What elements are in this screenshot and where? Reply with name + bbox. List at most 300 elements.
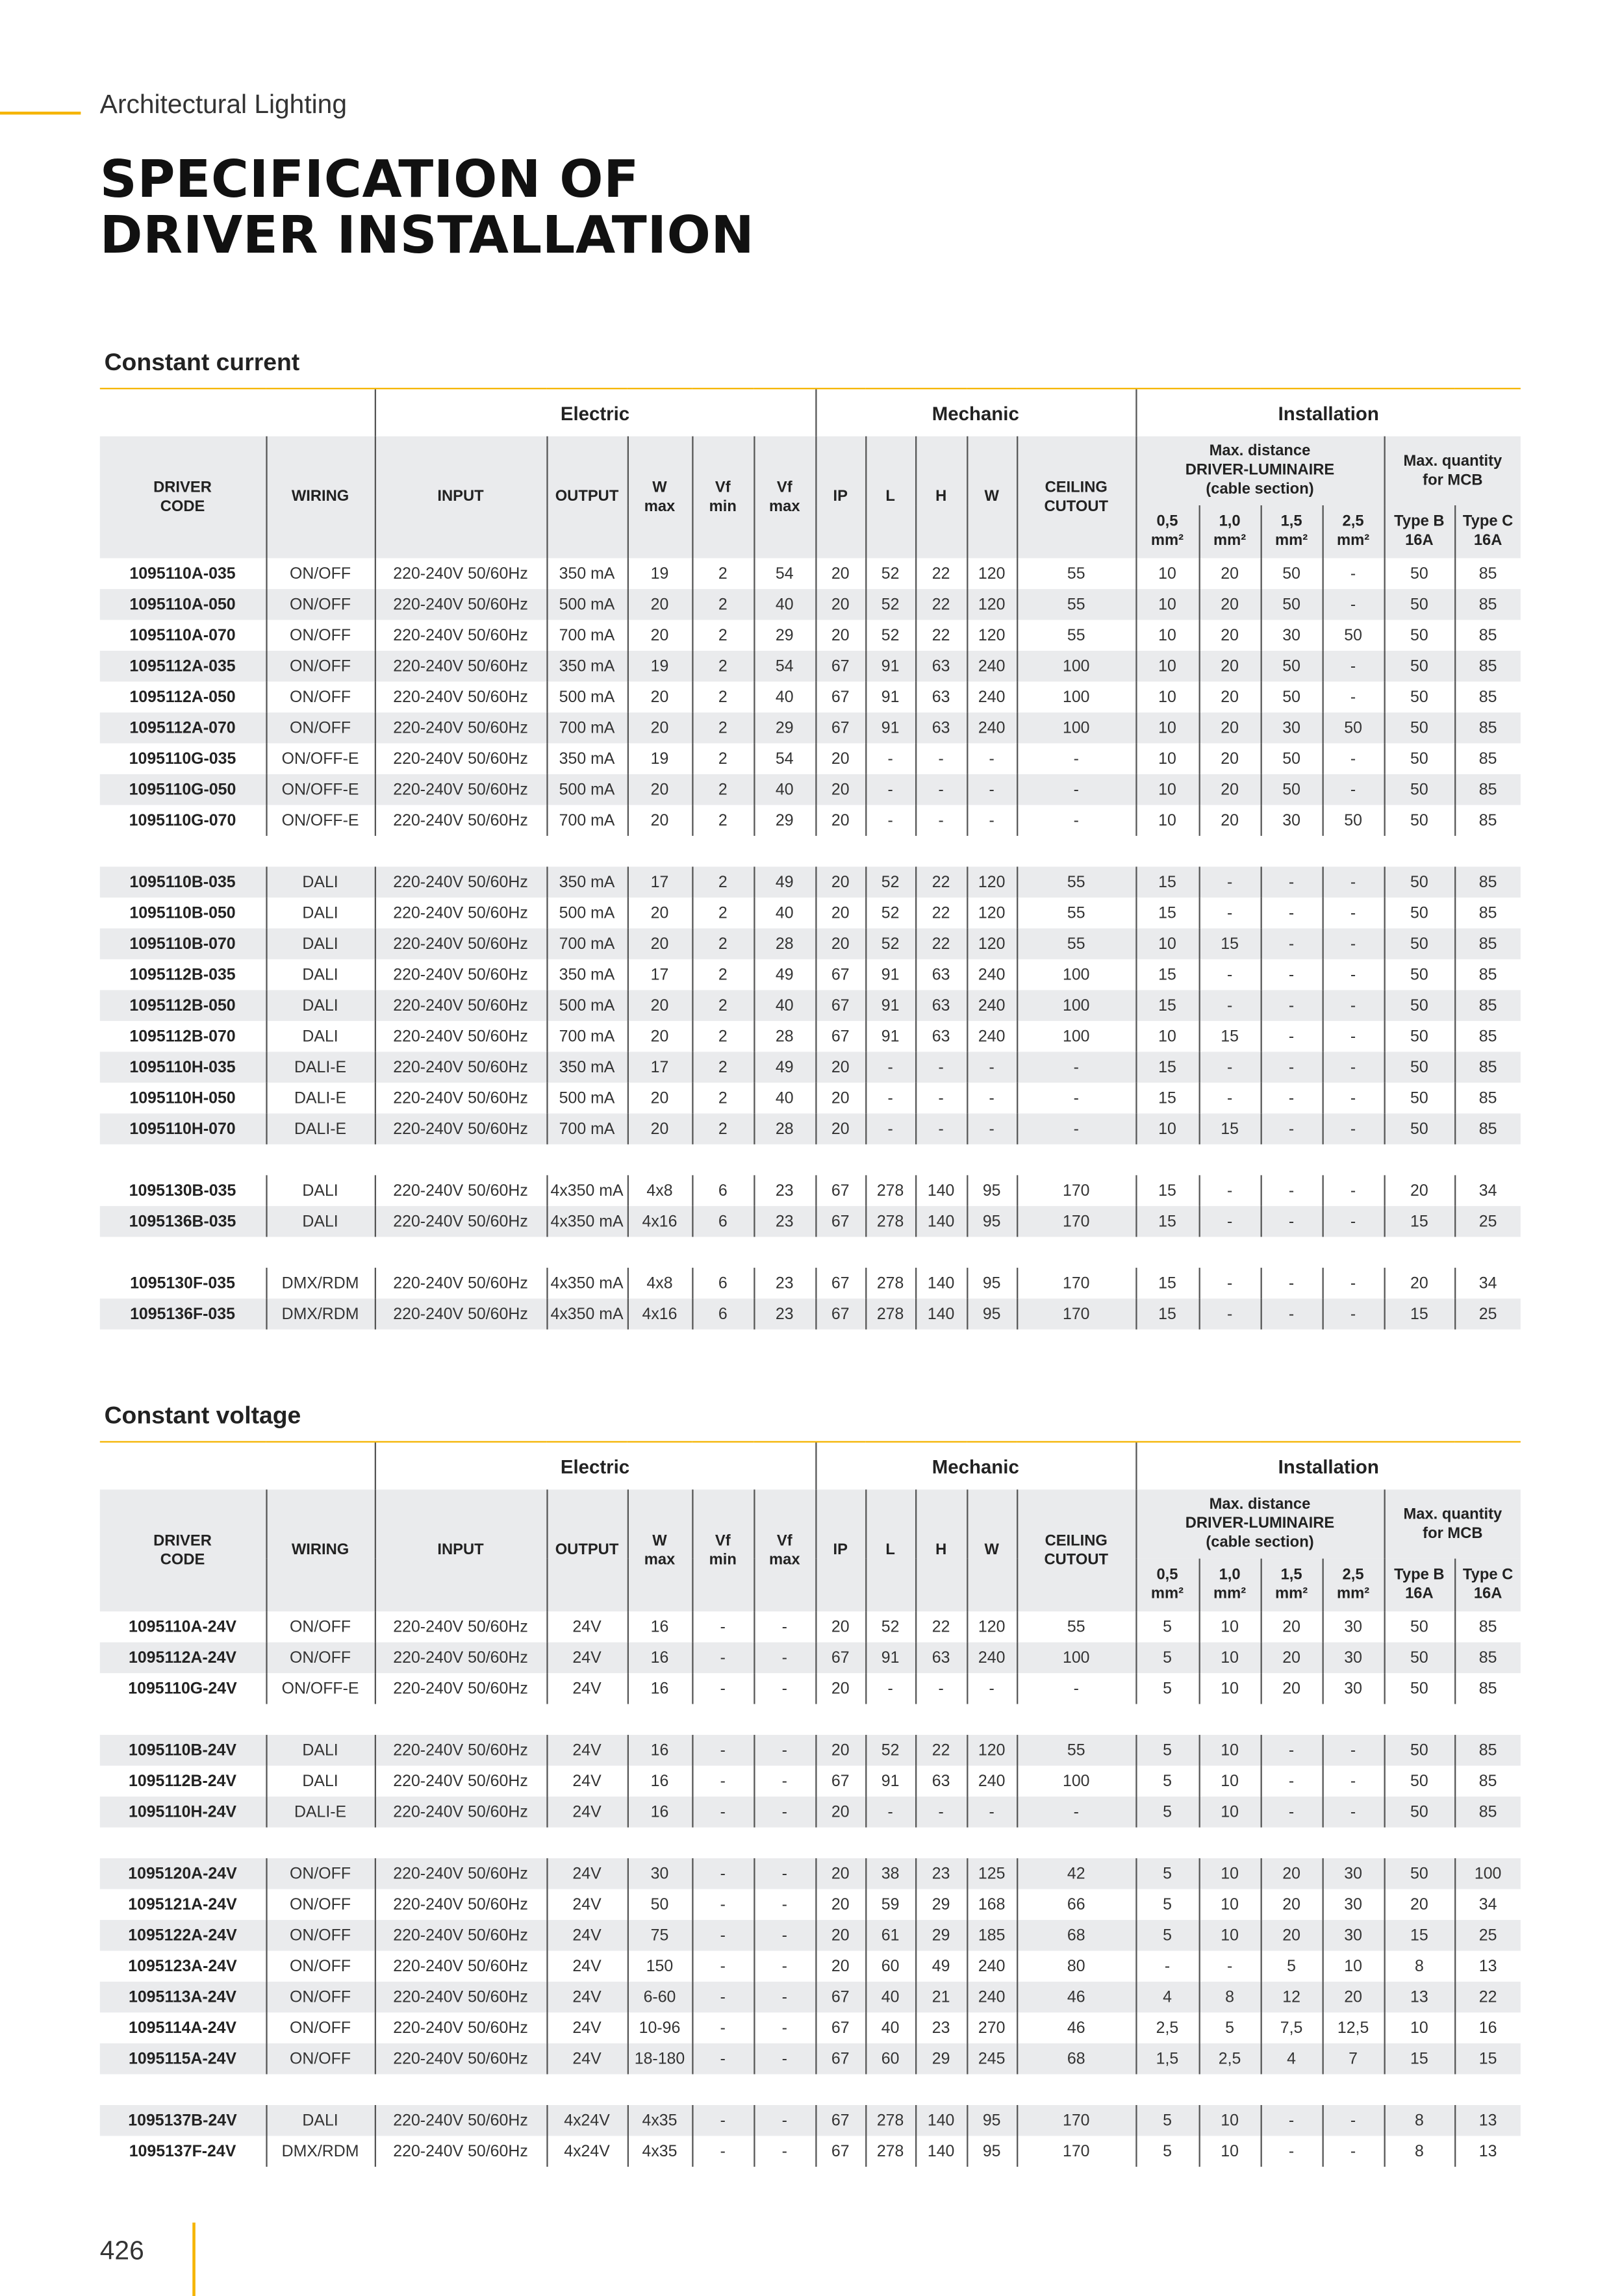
table-row	[100, 1797, 1521, 1827]
table-row	[100, 558, 1521, 588]
cell-ip: 67	[815, 990, 865, 1020]
header-ip: IP	[815, 436, 865, 559]
cell-vf-max: -	[754, 1858, 815, 1889]
header-max-quantity: Max. quantity for MCB	[1384, 1489, 1521, 1558]
cell-dist-0-5: 10	[1135, 743, 1198, 774]
cell-vf-min: -	[692, 1858, 754, 1889]
cell-h: 63	[915, 990, 967, 1020]
cell-w: 95	[967, 2136, 1017, 2167]
cell-input: 220-240V 50/60Hz	[375, 1206, 547, 1237]
cell-l: -	[865, 805, 915, 835]
cell-vf-max: -	[754, 2105, 815, 2136]
cell-input: 220-240V 50/60Hz	[375, 774, 547, 805]
cell-vf-max: -	[754, 1951, 815, 1982]
cell-w-max: 16	[627, 1643, 692, 1673]
cell-w-max: 30	[627, 1858, 692, 1889]
cell-type-c: 85	[1454, 1113, 1521, 1144]
cell-input: 220-240V 50/60Hz	[375, 2043, 547, 2074]
cell-input: 220-240V 50/60Hz	[375, 1797, 547, 1827]
cell-type-c: 85	[1454, 1611, 1521, 1642]
cell-type-b: 50	[1384, 1858, 1455, 1889]
header-l: L	[865, 436, 915, 559]
cell-dist-1-5: -	[1261, 928, 1323, 959]
cell-input: 220-240V 50/60Hz	[375, 1735, 547, 1765]
cell-w-max: 4x8	[627, 1175, 692, 1205]
table-row	[100, 1268, 1521, 1298]
cell-ceiling-cutout: 55	[1017, 1735, 1135, 1765]
cell-ceiling-cutout: 170	[1017, 1206, 1135, 1237]
cell-dist-0-5: 5	[1135, 1858, 1198, 1889]
cell-w: 120	[967, 866, 1017, 897]
spacer-cell	[100, 2075, 1521, 2105]
cell-vf-min: 6	[692, 1206, 754, 1237]
cell-h: 63	[915, 959, 967, 990]
cell-ip: 67	[815, 713, 865, 743]
header-output: OUTPUT	[546, 1489, 627, 1611]
cell-input: 220-240V 50/60Hz	[375, 1021, 547, 1052]
cell-type-c: 85	[1454, 1052, 1521, 1082]
cell-dist-1-5: 20	[1261, 1673, 1323, 1704]
cell-type-b: 50	[1384, 713, 1455, 743]
cell-dist-0-5: 15	[1135, 959, 1198, 990]
cell-driver-code: 1095110A-24V	[129, 1618, 237, 1636]
cell-dist-2-5: -	[1323, 651, 1384, 681]
cell-l: 91	[865, 1643, 915, 1673]
cell-driver-code: 1095112B-070	[129, 1028, 236, 1046]
cell-dist-1-0: 2,5	[1199, 2043, 1261, 2074]
cell-vf-min: -	[692, 1673, 754, 1704]
cell-h: 63	[915, 681, 967, 712]
cell-wiring: ON/OFF-E	[266, 1673, 374, 1704]
cell-dist-0-5: 5	[1135, 1673, 1198, 1704]
cell-w: -	[967, 805, 1017, 835]
cell-type-c: 85	[1454, 1766, 1521, 1797]
header-w-max: W max	[627, 436, 692, 559]
spacer-cell	[100, 1704, 1521, 1735]
cell-input: 220-240V 50/60Hz	[375, 1889, 547, 1920]
cell-type-b: 50	[1384, 990, 1455, 1020]
cell-wiring: DALI-E	[266, 1113, 374, 1144]
cell-wiring: DALI	[266, 959, 374, 990]
cell-vf-max: 40	[754, 898, 815, 928]
cell-output: 24V	[546, 1982, 627, 2012]
cell-vf-max: 49	[754, 1052, 815, 1082]
cell-l: 52	[865, 1611, 915, 1642]
cell-ip: 20	[815, 898, 865, 928]
cell-w: -	[967, 1083, 1017, 1113]
cell-w-max: 20	[627, 990, 692, 1020]
cell-ceiling-cutout: 170	[1017, 1175, 1135, 1205]
cell-driver-code: 1095112B-24V	[129, 1772, 237, 1790]
cell-output: 700 mA	[546, 805, 627, 835]
cell-ip: 67	[815, 1982, 865, 2012]
cell-type-b: 50	[1384, 805, 1455, 835]
cell-dist-1-5: 30	[1261, 713, 1323, 743]
cell-dist-2-5: -	[1323, 1113, 1384, 1144]
cell-wiring: ON/OFF	[266, 681, 374, 712]
cell-w-max: 10-96	[627, 2013, 692, 2043]
cell-w-max: 19	[627, 651, 692, 681]
group-installation: Installation	[1135, 1442, 1521, 1490]
cell-dist-0-5: 10	[1135, 1021, 1198, 1052]
table-row	[100, 774, 1521, 805]
cell-vf-min: 2	[692, 713, 754, 743]
cell-input: 220-240V 50/60Hz	[375, 743, 547, 774]
cell-w-max: 16	[627, 1797, 692, 1827]
cell-h: 140	[915, 1175, 967, 1205]
cell-type-c: 13	[1454, 2136, 1521, 2167]
cell-ceiling-cutout: 170	[1017, 2105, 1135, 2136]
section-title-constant-current: Constant current	[104, 349, 300, 376]
cell-dist-1-0: 20	[1199, 589, 1261, 620]
cell-h: 63	[915, 1643, 967, 1673]
cell-w-max: 6-60	[627, 1982, 692, 2012]
cell-w-max: 20	[627, 928, 692, 959]
cell-type-b: 50	[1384, 558, 1455, 588]
cell-w: -	[967, 1797, 1017, 1827]
cell-l: 40	[865, 2013, 915, 2043]
cell-type-c: 22	[1454, 1982, 1521, 2012]
cell-input: 220-240V 50/60Hz	[375, 1920, 547, 1950]
cell-h: 63	[915, 713, 967, 743]
cell-type-c: 85	[1454, 589, 1521, 620]
cell-wiring: DALI	[266, 1766, 374, 1797]
cell-dist-1-5: -	[1261, 2105, 1323, 2136]
cell-wiring: DALI	[266, 928, 374, 959]
cell-w-max: 17	[627, 959, 692, 990]
cell-vf-min: 2	[692, 1052, 754, 1082]
cell-ip: 67	[815, 2105, 865, 2136]
cell-h: -	[915, 1083, 967, 1113]
cell-vf-min: -	[692, 1643, 754, 1673]
cell-h: 22	[915, 1735, 967, 1765]
cell-vf-max: -	[754, 2043, 815, 2074]
cell-type-c: 85	[1454, 866, 1521, 897]
cell-type-c: 34	[1454, 1268, 1521, 1298]
table-row	[100, 1735, 1521, 1765]
cell-wiring: DALI	[266, 990, 374, 1020]
cell-dist-1-5: 30	[1261, 620, 1323, 650]
table-row	[100, 1298, 1521, 1329]
cell-dist-0-5: 15	[1135, 1083, 1198, 1113]
cell-vf-min: -	[692, 2136, 754, 2167]
cell-w-max: 4x8	[627, 1268, 692, 1298]
cell-w: 95	[967, 1206, 1017, 1237]
cell-dist-1-0: 10	[1199, 1766, 1261, 1797]
cell-vf-max: 28	[754, 928, 815, 959]
table-row	[100, 743, 1521, 774]
cell-wiring: ON/OFF	[266, 1920, 374, 1950]
cell-ceiling-cutout: -	[1017, 743, 1135, 774]
cell-w: 240	[967, 990, 1017, 1020]
cell-type-b: 50	[1384, 1797, 1455, 1827]
header-h: H	[915, 1489, 967, 1611]
cell-ceiling-cutout: 100	[1017, 1643, 1135, 1673]
cell-dist-1-0: 20	[1199, 681, 1261, 712]
cell-ceiling-cutout: 55	[1017, 898, 1135, 928]
cell-vf-min: 6	[692, 1175, 754, 1205]
table-row	[100, 589, 1521, 620]
cell-type-b: 50	[1384, 1113, 1455, 1144]
cell-wiring: DALI-E	[266, 1797, 374, 1827]
cell-output: 24V	[546, 1858, 627, 1889]
cell-input: 220-240V 50/60Hz	[375, 1951, 547, 1982]
cell-dist-2-5: 30	[1323, 1673, 1384, 1704]
cell-vf-min: 2	[692, 589, 754, 620]
cell-dist-2-5: -	[1323, 1268, 1384, 1298]
cell-ceiling-cutout: -	[1017, 1673, 1135, 1704]
cell-vf-min: 2	[692, 805, 754, 835]
cell-dist-2-5: -	[1323, 1797, 1384, 1827]
cell-l: -	[865, 1083, 915, 1113]
cell-w: 240	[967, 713, 1017, 743]
cell-type-b: 20	[1384, 1175, 1455, 1205]
cell-wiring: ON/OFF	[266, 558, 374, 588]
cell-dist-1-0: 10	[1199, 2136, 1261, 2167]
cell-wiring: ON/OFF-E	[266, 805, 374, 835]
table-row	[100, 1083, 1521, 1113]
cell-type-b: 50	[1384, 1766, 1455, 1797]
cell-wiring: DALI-E	[266, 1052, 374, 1082]
cell-dist-0-5: 10	[1135, 681, 1198, 712]
cell-input: 220-240V 50/60Hz	[375, 898, 547, 928]
cell-w: 120	[967, 928, 1017, 959]
cell-driver-code: 1095110B-070	[100, 928, 266, 959]
cell-output: 4x350 mA	[546, 1206, 627, 1237]
cell-vf-min: -	[692, 1951, 754, 1982]
cell-ceiling-cutout: -	[1017, 1083, 1135, 1113]
cell-dist-1-0: 15	[1199, 928, 1261, 959]
header-ceiling-cutout: CEILING CUTOUT	[1017, 436, 1135, 559]
cell-output: 350 mA	[546, 866, 627, 897]
cell-output: 350 mA	[546, 743, 627, 774]
cell-type-b: 20	[1384, 1268, 1455, 1298]
cell-l: 60	[865, 1951, 915, 1982]
cell-dist-1-5: 20	[1261, 1858, 1323, 1889]
cell-ceiling-cutout: 170	[1017, 1298, 1135, 1329]
cell-ip: 20	[815, 774, 865, 805]
cell-vf-max: 40	[754, 681, 815, 712]
header-vf-min: Vf min	[692, 436, 754, 559]
cell-dist-0-5: 10	[1135, 774, 1198, 805]
cell-ceiling-cutout: -	[1017, 1052, 1135, 1082]
cell-output: 500 mA	[546, 1083, 627, 1113]
column-header-row	[100, 436, 1521, 505]
cell-dist-0-5: 5	[1135, 2105, 1198, 2136]
cell-dist-0-5: 15	[1135, 866, 1198, 897]
cell-dist-0-5: 10	[1135, 589, 1198, 620]
cell-w-max: 75	[627, 1920, 692, 1950]
table-row	[100, 1673, 1521, 1704]
group-mechanic: Mechanic	[815, 1442, 1135, 1490]
cell-vf-max: -	[754, 1889, 815, 1920]
cell-w-max: 20	[627, 713, 692, 743]
table-row	[100, 1113, 1521, 1144]
cell-type-b: 50	[1384, 1611, 1455, 1642]
cell-dist-2-5: -	[1323, 1052, 1384, 1082]
cell-type-b: 10	[1384, 2013, 1455, 2043]
cell-h: 29	[915, 1920, 967, 1950]
header-driver-code: DRIVER CODE	[100, 436, 266, 559]
cell-l: -	[865, 1113, 915, 1144]
cell-type-b: 20	[1384, 1889, 1455, 1920]
table-row	[100, 1920, 1521, 1950]
cell-l: 52	[865, 866, 915, 897]
cell-ceiling-cutout: 46	[1017, 1982, 1135, 2012]
cell-vf-min: 2	[692, 558, 754, 588]
cell-ceiling-cutout: 68	[1017, 2043, 1135, 2074]
cell-vf-max: 29	[754, 620, 815, 650]
cell-type-b: 50	[1384, 898, 1455, 928]
cell-ceiling-cutout: 66	[1017, 1889, 1135, 1920]
cell-dist-1-5: -	[1261, 866, 1323, 897]
cell-h: 23	[915, 1858, 967, 1889]
cell-dist-1-0: 10	[1199, 1858, 1261, 1889]
cell-vf-min: -	[692, 1797, 754, 1827]
cell-w: 240	[967, 651, 1017, 681]
cell-dist-2-5: -	[1323, 774, 1384, 805]
cell-ceiling-cutout: 55	[1017, 558, 1135, 588]
cell-l: 91	[865, 651, 915, 681]
cell-type-b: 50	[1384, 620, 1455, 650]
cell-dist-2-5: -	[1323, 866, 1384, 897]
cell-w: 240	[967, 681, 1017, 712]
group-spacer	[100, 388, 375, 436]
cell-vf-min: -	[692, 1889, 754, 1920]
table-row	[100, 2136, 1521, 2167]
cell-ip: 67	[815, 1175, 865, 1205]
cell-dist-1-0: 15	[1199, 1113, 1261, 1144]
cell-vf-max: 40	[754, 990, 815, 1020]
cell-l: 278	[865, 2105, 915, 2136]
table-row	[100, 681, 1521, 712]
cell-h: 23	[915, 2013, 967, 2043]
cell-dist-2-5: 50	[1323, 805, 1384, 835]
cell-dist-0-5: 5	[1135, 1735, 1198, 1765]
cell-vf-max: -	[754, 2013, 815, 2043]
cell-l: 278	[865, 1206, 915, 1237]
header-w-max: W max	[627, 1489, 692, 1611]
cell-output: 350 mA	[546, 1052, 627, 1082]
cell-wiring: ON/OFF	[266, 2043, 374, 2074]
cell-l: 40	[865, 1982, 915, 2012]
cell-type-b: 13	[1384, 1982, 1455, 2012]
cell-type-b: 15	[1384, 1206, 1455, 1237]
cell-ceiling-cutout: 55	[1017, 589, 1135, 620]
cell-w-max: 4x16	[627, 1206, 692, 1237]
cell-l: 91	[865, 1021, 915, 1052]
cell-ip: 20	[815, 1611, 865, 1642]
cell-input: 220-240V 50/60Hz	[375, 1643, 547, 1673]
cell-w-max: 16	[627, 1735, 692, 1765]
cell-type-c: 85	[1454, 928, 1521, 959]
cell-wiring: DALI	[266, 1735, 374, 1765]
header-driver-code: DRIVER CODE	[100, 1489, 266, 1611]
header-max-quantity: Max. quantity for MCB	[1384, 436, 1521, 505]
column-group-header	[100, 388, 1521, 436]
cell-wiring: ON/OFF	[266, 713, 374, 743]
cell-ceiling-cutout: 55	[1017, 1611, 1135, 1642]
cell-driver-code: 1095112A-035	[100, 651, 266, 681]
cell-wiring: DALI	[266, 1206, 374, 1237]
cell-h: 22	[915, 1611, 967, 1642]
cell-driver-code: 1095112A-050	[129, 688, 236, 706]
cell-dist-2-5: -	[1323, 898, 1384, 928]
cell-ceiling-cutout: 80	[1017, 1951, 1135, 1982]
cell-type-c: 85	[1454, 558, 1521, 588]
cell-type-c: 85	[1454, 1021, 1521, 1052]
cell-dist-1-0: -	[1199, 990, 1261, 1020]
cell-ip: 20	[815, 866, 865, 897]
cell-h: 29	[915, 2043, 967, 2074]
cell-driver-code: 1095110B-050	[129, 904, 236, 922]
cell-dist-2-5: 50	[1323, 713, 1384, 743]
page-title: SPECIFICATION OF DRIVER INSTALLATION	[99, 151, 755, 266]
cell-ip: 67	[815, 1021, 865, 1052]
cell-driver-code: 1095112A-070	[100, 713, 266, 743]
cell-vf-max: 54	[754, 651, 815, 681]
cell-w: -	[967, 774, 1017, 805]
cell-input: 220-240V 50/60Hz	[375, 2105, 547, 2136]
cell-ip: 20	[815, 1858, 865, 1889]
table-row	[100, 805, 1521, 835]
cell-dist-1-0: -	[1199, 1083, 1261, 1113]
constant-voltage-table	[100, 1441, 1521, 2167]
table-row	[100, 2043, 1521, 2074]
cell-w: 95	[967, 2105, 1017, 2136]
header-type-b: Type B 16A	[1384, 505, 1455, 558]
cell-output: 4x350 mA	[546, 1298, 627, 1329]
header-dist-1-0: 1,0 mm²	[1199, 1559, 1261, 1611]
cell-h: 22	[915, 589, 967, 620]
table-row	[100, 959, 1521, 990]
header-dist-1-5: 1,5 mm²	[1261, 1559, 1323, 1611]
table-row	[100, 928, 1521, 959]
cell-dist-1-0: 5	[1199, 2013, 1261, 2043]
cell-vf-max: -	[754, 1920, 815, 1950]
cell-h: 22	[915, 620, 967, 650]
cell-type-c: 13	[1454, 2105, 1521, 2136]
cell-h: 140	[915, 1298, 967, 1329]
cell-driver-code: 1095114A-24V	[129, 2019, 237, 2037]
cell-vf-min: 2	[692, 620, 754, 650]
cell-vf-max: -	[754, 1797, 815, 1827]
cell-w: 120	[967, 620, 1017, 650]
cell-w-max: 20	[627, 898, 692, 928]
cell-output: 700 mA	[546, 620, 627, 650]
cell-dist-1-0: -	[1199, 1052, 1261, 1082]
cell-w: 240	[967, 1766, 1017, 1797]
cell-vf-min: 2	[692, 651, 754, 681]
cell-dist-1-5: 50	[1261, 681, 1323, 712]
header-wiring: WIRING	[266, 1489, 374, 1611]
cell-vf-min: 2	[692, 774, 754, 805]
cell-dist-2-5: -	[1323, 2136, 1384, 2167]
cell-dist-1-0: -	[1199, 1298, 1261, 1329]
cell-w: 120	[967, 1735, 1017, 1765]
cell-type-c: 85	[1454, 959, 1521, 990]
cell-type-c: 85	[1454, 681, 1521, 712]
cell-l: 52	[865, 1735, 915, 1765]
cell-l: -	[865, 1797, 915, 1827]
group-installation: Installation	[1135, 388, 1521, 436]
cell-dist-2-5: 30	[1323, 1858, 1384, 1889]
cell-l: 60	[865, 2043, 915, 2074]
cell-input: 220-240V 50/60Hz	[375, 1052, 547, 1082]
cell-input: 220-240V 50/60Hz	[375, 1298, 547, 1329]
cell-type-c: 85	[1454, 990, 1521, 1020]
table-row	[100, 898, 1521, 928]
